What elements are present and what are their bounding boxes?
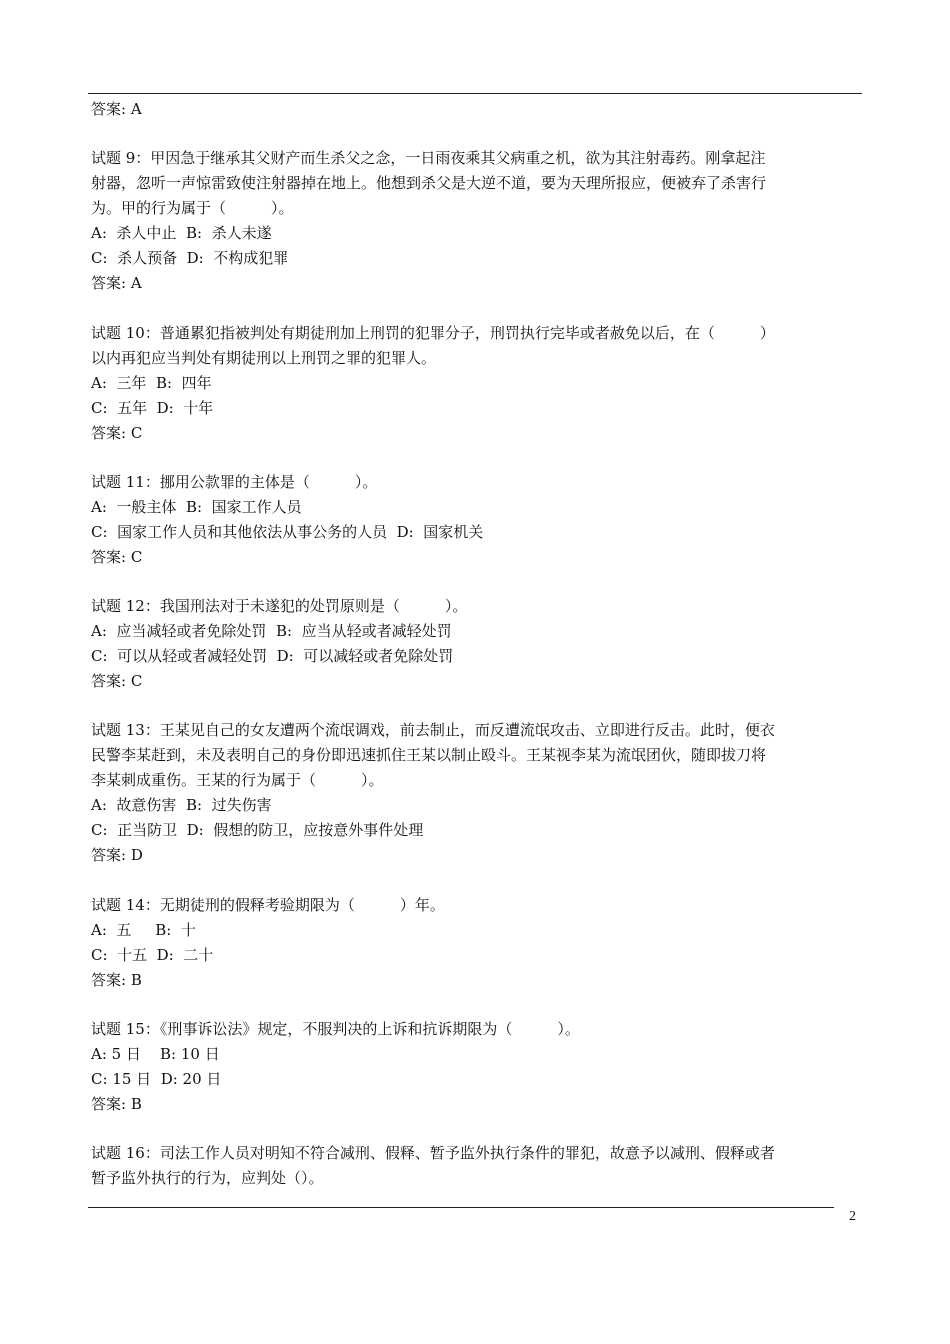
block-spacer [91, 868, 861, 892]
text-line: 试题 16：司法工作人员对明知不符合减刑、假释、暂予监外执行条件的罪犯，故意予以减刑、假释或者 [91, 1144, 775, 1163]
text-line: 试题 11：挪用公款罪的主体是（ ）。 [91, 472, 378, 491]
text-line: A: 故意伤害 B: 过失伤害 [91, 796, 272, 815]
text-line: 民警李某赶到，未及表明自己的身份即迅速抓住王某以制止殴斗。王某视李某为流氓团伙，随即拔刀将 [91, 746, 767, 765]
question-block [91, 594, 861, 694]
text-line: 答案: C [91, 547, 143, 566]
text-line: C: 杀人预备 D: 不构成犯罪 [91, 249, 289, 268]
text-line: A: 三年 B: 四年 [91, 373, 212, 392]
text-line: 答案: B [91, 970, 142, 989]
text-line: A: 五 B: 十 [91, 920, 196, 939]
text-line: 暂予监外执行的行为，应判处（）。 [91, 1169, 324, 1188]
text-line: C: 五年 D: 十年 [91, 398, 214, 417]
text-line: 试题 12：我国刑法对于未遂犯的处罚原则是（ ）。 [91, 597, 468, 616]
text-line: 试题 10：普通累犯指被判处有期徒刑加上刑罚的犯罪分子，刑罚执行完毕或者赦免以后，在（ ） [91, 323, 775, 342]
text-line: 答案: C [91, 672, 143, 691]
text-line: 为。甲的行为属于（ ）。 [91, 199, 294, 218]
text-line: 试题 14：无期徒刑的假释考验期限为（ ）年。 [91, 895, 445, 914]
question-block [91, 321, 861, 446]
footer-rule [88, 1207, 834, 1208]
question-block [91, 470, 861, 570]
text-line: 试题 13：王某见自己的女友遭两个流氓调戏，前去制止，而反遭流氓攻击、立即进行反击。此时，便衣 [91, 721, 775, 740]
question-block [91, 718, 861, 868]
header-rule [88, 93, 862, 94]
previous-answer-block [91, 97, 861, 122]
text-line: A: 一般主体 B: 国家工作人员 [91, 497, 302, 516]
text-line: 以内再犯应当判处有期徒刑以上刑罚之罪的犯罪人。 [91, 348, 437, 367]
text-line: 答案: A [91, 100, 142, 118]
text-line: 答案: A [91, 274, 142, 293]
block-spacer [91, 1117, 861, 1141]
block-spacer [91, 122, 861, 146]
text-line: C: 15 日 D: 20 日 [91, 1070, 222, 1089]
text-line: 射器，忽听一声惊雷致使注射器掉在地上。他想到杀父是大逆不道，要为天理所报应，便被弃了杀害行 [91, 174, 767, 193]
block-spacer [91, 570, 861, 594]
block-spacer [91, 446, 861, 470]
text-line: 答案: D [91, 846, 143, 865]
page-number: 2 [849, 1209, 856, 1224]
text-line: A: 应当减轻或者免除处罚 B: 应当从轻或者减轻处罚 [91, 622, 452, 641]
text-line: 试题 9：甲因急于继承其父财产而生杀父之念，一日雨夜乘其父病重之机，欲为其注射毒药。刚拿起注 [91, 149, 766, 168]
block-spacer [91, 296, 861, 320]
question-block [91, 146, 861, 296]
text-line: 答案: B [91, 1095, 142, 1114]
text-line: C: 国家工作人员和其他依法从事公务的人员 D: 国家机关 [91, 522, 484, 541]
text-line: C: 可以从轻或者减轻处罚 D: 可以减轻或者免除处罚 [91, 647, 454, 666]
text-line: 试题 15：《刑事诉讼法》规定，不服判决的上诉和抗诉期限为（ ）。 [91, 1020, 580, 1039]
question-block [91, 1141, 861, 1191]
text-line: 李某刺成重伤。王某的行为属于（ ）。 [91, 771, 384, 790]
text-line: A: 5 日 B: 10 日 [91, 1045, 220, 1064]
document-body [91, 97, 861, 1191]
block-spacer [91, 993, 861, 1017]
question-block [91, 893, 861, 993]
question-block [91, 1017, 861, 1117]
block-spacer [91, 694, 861, 718]
text-line: 答案: C [91, 423, 143, 442]
text-line: A: 杀人中止 B: 杀人未遂 [91, 224, 272, 243]
text-line: C: 正当防卫 D: 假想的防卫，应按意外事件处理 [91, 821, 424, 840]
text-line: C: 十五 D: 二十 [91, 945, 214, 964]
